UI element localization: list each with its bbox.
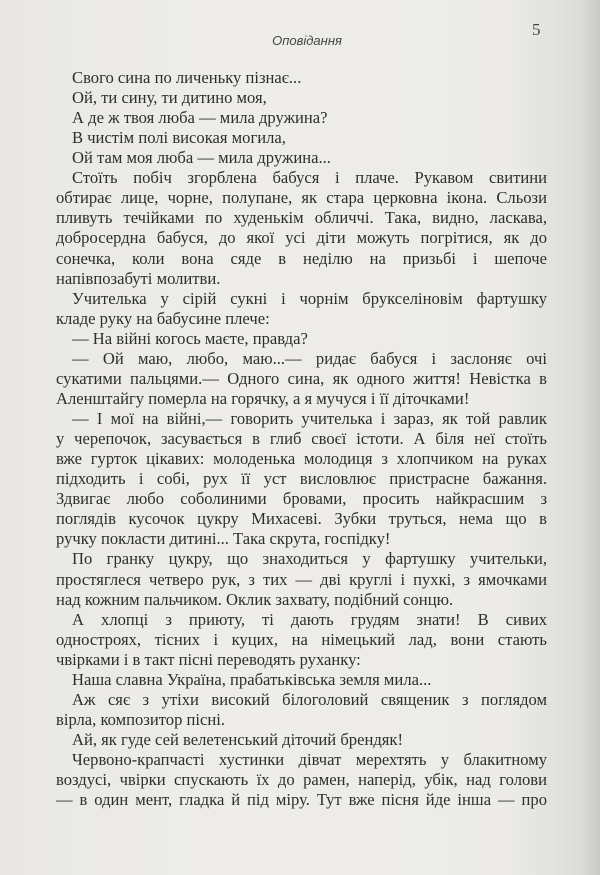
text-line: В чистім полі високая могила, (72, 128, 286, 148)
text-line: вже гурток цікавих: молоденька молодиця з хлопчиком на руках (56, 449, 547, 469)
text-line: Ай, як гуде сей велетенський діточий брендяк! (72, 729, 403, 749)
text-line: одностроях, тісних і куцих, на німецький лад, вони стають (56, 629, 547, 649)
page-number: 5 (532, 20, 541, 39)
text-line: добросердна бабуся, до якої усі діти можуть погрітися, як до (56, 228, 547, 248)
text-line: Ой там моя люба — мила дружина... (72, 148, 331, 168)
text-line: — в один мент, гладка й під міру. Тут вже пісня йде інша — про (56, 790, 547, 810)
text-line: — І мої на війні,— говорить учителька і зараз, як той равлик (72, 409, 547, 429)
running-header: Оповідання (272, 33, 342, 48)
text-line: Здвигає любо соболиними бровами, просить найкрасшим з (56, 489, 547, 509)
text-line: Аж сяє з утіхи високий білоголовий священик з поглядом (72, 689, 547, 709)
text-line: А де ж твоя люба — мила дружина? (72, 108, 328, 128)
text-line: пливуть течійками по худенькім обличчі. Така, видно, ласкава, (56, 208, 547, 228)
text-line: кладе руку на бабусине плече: (56, 308, 270, 328)
text-line: вірла, композитор пісні. (56, 709, 226, 729)
text-line: над кожним пальчиком. Оклик захвату, подібний сонцю. (56, 589, 454, 609)
text-line: Наша славна Україна, прабатьківська земля мила... (72, 669, 432, 689)
text-line: поглядів кусочок цукру Михасеві. Зубки труться, нема що в (56, 509, 547, 529)
text-line: А хлопці з приюту, ті дають грудям знати! В сивих (72, 609, 547, 629)
text-line: простяглеся четверо рук, з тих — дві круглі і пухкі, з ямочками (56, 569, 547, 589)
text-line: напівпозабуті молитви. (56, 268, 221, 288)
text-line: Червоно-крапчасті хустинки дівчат мерехтять у блакитному (72, 750, 547, 770)
text-line: обтирає лице, чорне, полупане, як стара церковна ікона. Сльози (56, 188, 547, 208)
text-line: сонечка, коли вона сяде в неділю на призьбі і шепоче (56, 248, 547, 268)
text-line: По гранку цукру, що знаходиться у фартушку учительки, (72, 549, 547, 569)
text-line: Ой, ти сину, ти дитино моя, (72, 88, 267, 108)
text-line: Стоїть побіч згорблена бабуся і плаче. Рукавом свитини (72, 168, 547, 188)
text-line: Учителька у сірій сукні і чорнім брукселіновім фартушку (72, 288, 547, 308)
text-line: Свого сина по личеньку пізнає... (72, 68, 302, 87)
text-line: підходить і собі, рух її уст висловлює пристрасне бажання. (56, 469, 547, 489)
text-line: чвірками і в такт пісні переводять руханку: (56, 649, 361, 669)
text-line: — Ой маю, любо, маю...— ридає бабуся і заслоняє очі (72, 348, 547, 368)
text-line: воздусі, чвірки спускають їх до рамен, наперід, убік, над голови (56, 770, 547, 790)
text-line: ручку покласти дитині... Така скрута, госпідку! (56, 529, 391, 549)
text-line: Аленштайгу померла на горячку, а я мучуся і її діточками! (56, 388, 470, 408)
text-line: сукатими пальцями.— Одного сина, як одного життя! Невістка в (56, 368, 547, 388)
text-line: у черепочок, засувається в глиб своєї істоти. А біля неї стоїть (56, 429, 547, 449)
text-line: — На війні когось маєте, правда? (72, 328, 308, 348)
